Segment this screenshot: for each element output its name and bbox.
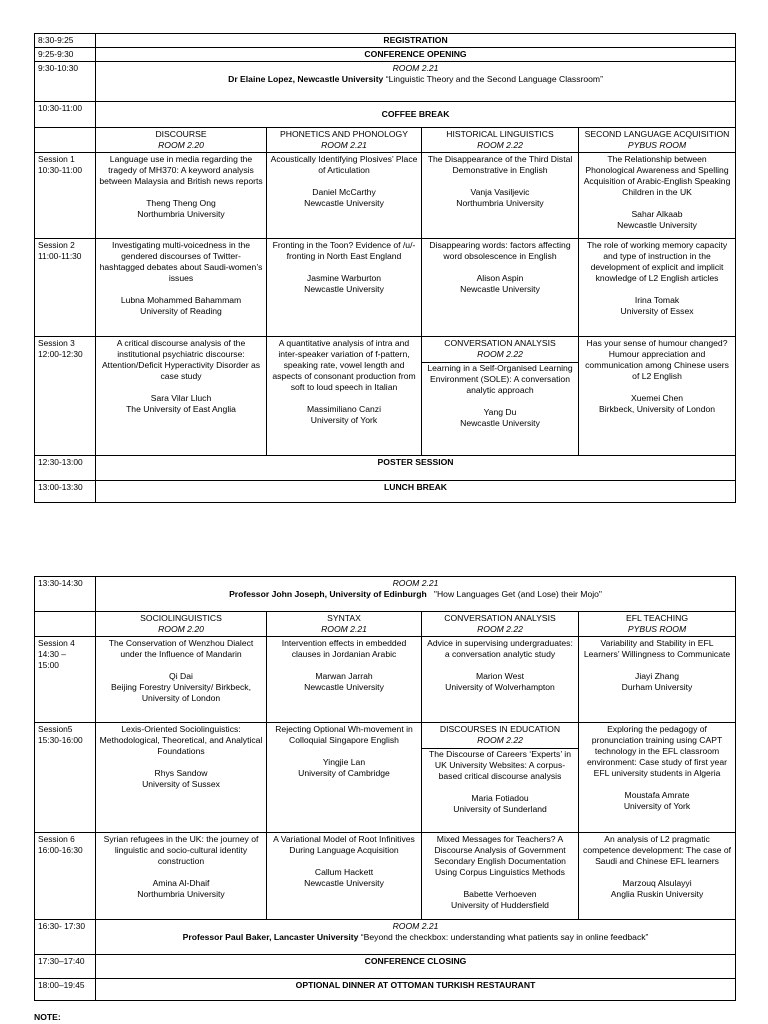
talk-affiliation: Newcastle University [617, 220, 697, 230]
talk-cell [96, 637, 267, 723]
talk-author: Jasmine Warburton [306, 273, 382, 283]
talk-cell [579, 833, 736, 920]
talk-title: Mixed Messages for Teachers? A Discourse Analysis of Government Secondary English Documentation Using Corpus Linguistics Methods [434, 834, 566, 877]
keynote-title: “Linguistic Theory and the Second Language Classroom” [385, 74, 603, 84]
row-poster [35, 456, 736, 481]
time-cell: 17:30–17:40 [35, 955, 96, 979]
row-coffee [35, 102, 736, 128]
talk-cell [422, 337, 579, 456]
session-label: Session 1 [38, 154, 75, 164]
talk-cell [267, 833, 422, 920]
talk-title: The Discourse of Careers ‘Experts’ in UK University Websites: A corpus-based critical discourse analysis [428, 749, 571, 781]
row-tracks [35, 612, 736, 637]
talk-cell [422, 637, 579, 723]
talk-title: Has your sense of humour changed? Humour appreciation and communication among Chinese users of L2 English [585, 338, 729, 381]
talk-affiliation: University of Cambridge [298, 768, 390, 778]
session-time: 15:30-16:00 [38, 735, 83, 745]
session-time: 12:00-12:30 [38, 349, 83, 359]
lunch-label: LUNCH BREAK [96, 481, 736, 503]
track-room: ROOM 2.21 [321, 624, 367, 634]
keynote-cell [96, 920, 736, 955]
talk-title: The role of working memory capacity and type of instruction in the development of explicit and implicit knowledge of L2 English articles [586, 240, 728, 283]
time-cell: 9:25-9:30 [35, 48, 96, 62]
session-time: 16:00-16:30 [38, 845, 83, 855]
talk-author: Yang Du [483, 407, 517, 417]
talk-cell [96, 723, 267, 833]
talk-affiliation: Newcastle University [304, 284, 384, 294]
dinner-label: OPTIONAL DINNER AT OTTOMAN TURKISH RESTAURANT [96, 979, 736, 1001]
track-room: PYBUS ROOM [627, 624, 687, 634]
time-cell: 12:30-13:00 [35, 456, 96, 481]
keynote-title: "How Languages Get (and Lose) their Mojo" [433, 589, 602, 599]
time-cell: 13:30-14:30 [35, 577, 96, 612]
talk-author: Theng Theng Ong [146, 198, 216, 208]
track-header [96, 128, 267, 153]
row-dinner [35, 979, 736, 1001]
talk-title: The Relationship between Phonological Awareness and Spelling Acquisition of Arabic-English Speaking Children in the UK [583, 154, 731, 197]
session-cell [35, 723, 96, 833]
talk-author: Irina Tomak [634, 295, 680, 305]
talk-title: Rejecting Optional Wh-movement in Colloquial Singapore English [275, 724, 413, 745]
track-name: CONVERSATION ANALYSIS [444, 613, 556, 623]
talk-affiliation: University of York [310, 415, 378, 425]
row-keynote-1 [35, 62, 736, 102]
track-header [96, 612, 267, 637]
talk-cell [579, 637, 736, 723]
row-registration [35, 34, 736, 48]
talk-affiliation: Anglia Ruskin University [610, 889, 704, 899]
track-header [267, 128, 422, 153]
time-cell: 9:30-10:30 [35, 62, 96, 102]
row-session-3 [35, 337, 736, 456]
talk-author: Callum Hackett [314, 867, 374, 877]
row-lunch [35, 481, 736, 503]
talk-cell [422, 153, 579, 239]
talk-cell [267, 637, 422, 723]
talk-affiliation: Newcastle University [304, 682, 384, 692]
time-cell: 16:30- 17:30 [35, 920, 96, 955]
talk-title: Intervention effects in embedded clauses in Jordanian Arabic [281, 638, 407, 659]
talk-title: Acoustically Identifying Plosives’ Place of Articulation [270, 154, 418, 175]
track-room: ROOM 2.22 [477, 624, 523, 634]
track-name: PHONETICS AND PHONOLOGY [280, 129, 408, 139]
talk-affiliation: Northumbria University [456, 198, 544, 208]
keynote-room: ROOM 2.21 [392, 63, 439, 73]
talk-author: Vanja Vasiljevic [470, 187, 530, 197]
row-opening [35, 48, 736, 62]
session-label: Session5 [38, 724, 73, 734]
opening-label: CONFERENCE OPENING [96, 48, 736, 62]
session-cell [35, 337, 96, 456]
track-header [267, 612, 422, 637]
talk-cell [267, 239, 422, 337]
talk-affiliation: Northumbria University [137, 889, 225, 899]
talk-title: Advice in supervising undergraduates: a conversation analytic study [427, 638, 573, 659]
talk-author: Sara Vilar Lluch [150, 393, 212, 403]
talk-title: Disappearing words: factors affecting word obsolescence in English [429, 240, 571, 261]
talk-affiliation: Northumbria University [137, 209, 225, 219]
session-cell [35, 239, 96, 337]
row-keynote-3 [35, 920, 736, 955]
talk-affiliation: University of Reading [140, 306, 222, 316]
talk-affiliation: University of York [623, 801, 691, 811]
talk-author: Maria Fotiadou [471, 793, 529, 803]
talk-title: A Variational Model of Root Infinitives During Language Acquisition [273, 834, 415, 855]
talk-author: Amina Al-Dhaif [152, 878, 210, 888]
track-name: DISCOURSES IN EDUCATION [439, 724, 561, 734]
talk-affiliation: University of Essex [620, 306, 694, 316]
time-cell: 10:30-11:00 [35, 102, 96, 128]
talk-title: A quantitative analysis of intra and inter-speaker variation of f-pattern, speaking rate, vowel length and aspects of consonant production from soft to loud speech in Italian [272, 338, 416, 392]
talk-cell [422, 833, 579, 920]
track-header [579, 128, 736, 153]
track-header [579, 612, 736, 637]
time-cell: 13:00-13:30 [35, 481, 96, 503]
talk-affiliation: Durham University [621, 682, 693, 692]
track-name: SECOND LANGUAGE ACQUISITION [584, 129, 730, 139]
talk-title: Exploring the pedagogy of pronunciation training using CAPT technology in the EFL classroom environment: Case study of first year EFL university students in Algeria [587, 724, 727, 778]
session-time: 14:30 – [38, 649, 66, 659]
keynote-room: ROOM 2.21 [392, 578, 439, 588]
track-header [422, 128, 579, 153]
row-session-5 [35, 723, 736, 833]
talk-cell [579, 723, 736, 833]
row-tracks [35, 128, 736, 153]
talk-cell [267, 337, 422, 456]
row-session-4 [35, 637, 736, 723]
talk-author: Jiayi Zhang [635, 671, 679, 681]
note-label: NOTE: [34, 1012, 61, 1022]
keynote-room: ROOM 2.21 [392, 921, 439, 931]
empty-cell [35, 128, 96, 153]
talk-affiliation: University of Huddersfield [451, 900, 549, 910]
keynote-cell [96, 62, 736, 102]
talk-author: Moustafa Amrate [624, 790, 690, 800]
talk-author: Alison Aspin [476, 273, 524, 283]
talk-cell [579, 239, 736, 337]
track-header [422, 612, 579, 637]
row-session-1 [35, 153, 736, 239]
talk-author: Marwan Jarrah [315, 671, 373, 681]
keynote-speaker: Dr Elaine Lopez, Newcastle University [228, 74, 384, 84]
track-name: HISTORICAL LINGUISTICS [446, 129, 554, 139]
track-name: SOCIOLINGUISTICS [140, 613, 222, 623]
empty-cell [35, 612, 96, 637]
row-closing [35, 955, 736, 979]
talk-cell [96, 337, 267, 456]
track-name: CONVERSATION ANALYSIS [444, 338, 556, 348]
talk-author: Marzouq Alsulayyi [622, 878, 692, 888]
talk-title: Syrian refugees in the UK: the journey of linguistic and socio-cultural identity construction [103, 834, 259, 866]
talk-cell [267, 723, 422, 833]
row-session-2 [35, 239, 736, 337]
track-room: PYBUS ROOM [627, 140, 687, 150]
talk-title: The Disappearance of the Third Distal Demonstrative in English [427, 154, 573, 175]
talk-cell [267, 153, 422, 239]
track-name: EFL TEACHING [625, 613, 689, 623]
talk-author: Massimiliano Canzi [306, 404, 382, 414]
keynote-title: “Beyond the checkbox: understanding what patients say in online feedback” [360, 932, 649, 942]
talk-affiliation: Birkbeck, University of London [598, 404, 716, 414]
track-room: ROOM 2.22 [477, 140, 523, 150]
registration-label: REGISTRATION [96, 34, 736, 48]
talk-affiliation: Beijing Forestry University/ Birkbeck, University of London [111, 682, 251, 703]
track-name: DISCOURSE [155, 129, 207, 139]
track-room: ROOM 2.22 [477, 349, 523, 359]
talk-affiliation: Newcastle University [304, 198, 384, 208]
talk-cell [579, 337, 736, 456]
session-time: 15:00 [38, 660, 59, 670]
session-cell [35, 833, 96, 920]
poster-label: POSTER SESSION [96, 456, 736, 481]
keynote-speaker: Professor John Joseph, University of Edinburgh [229, 589, 427, 599]
talk-affiliation: Newcastle University [304, 878, 384, 888]
keynote-speaker: Professor Paul Baker, Lancaster University [182, 932, 359, 942]
row-session-6 [35, 833, 736, 920]
track-name: SYNTAX [327, 613, 361, 623]
talk-title: Language use in media regarding the tragedy of MH370: A keyword analysis between Malaysia and British news reports [99, 154, 263, 186]
time-cell: 8:30-9:25 [35, 34, 96, 48]
talk-affiliation: University of Sussex [142, 779, 220, 789]
talk-affiliation: Newcastle University [460, 418, 540, 428]
talk-title: Learning in a Self-Organised Learning Environment (SOLE): A conversation analytic approach [427, 363, 573, 395]
talk-cell [422, 239, 579, 337]
talk-title: Variability and Stability in EFL Learners’ Willingness to Communicate [583, 638, 731, 659]
talk-author: Babette Verhoeven [463, 889, 537, 899]
session-time: 10:30-11:00 [38, 165, 83, 175]
talk-author: Daniel McCarthy [312, 187, 376, 197]
session-label: Session 6 [38, 834, 75, 844]
session-cell [35, 637, 96, 723]
talk-affiliation: The University of East Anglia [126, 404, 236, 414]
talk-title: The Conservation of Wenzhou Dialect under the Influence of Mandarin [108, 638, 254, 659]
talk-subcell [422, 362, 578, 429]
talk-title: Fronting in the Toon? Evidence of /u/-fronting in North East England [272, 240, 416, 261]
talk-title: Investigating multi-voicedness in the gendered discourses of Twitter-hashtagged debates about Saudi-women’s issues [99, 240, 263, 283]
closing-label: CONFERENCE CLOSING [96, 955, 736, 979]
session-cell [35, 153, 96, 239]
talk-affiliation: University of Sunderland [453, 804, 547, 814]
track-room: ROOM 2.21 [321, 140, 367, 150]
row-keynote-2 [35, 577, 736, 612]
talk-title: An analysis of L2 pragmatic competence development: The case of Saudi and Chinese EFL learners [583, 834, 731, 866]
talk-author: Sahar Alkaab [631, 209, 683, 219]
session-label: Session 3 [38, 338, 75, 348]
talk-author: Qi Dai [169, 671, 193, 681]
talk-cell [579, 153, 736, 239]
talk-cell [96, 153, 267, 239]
talk-affiliation: Newcastle University [460, 284, 540, 294]
talk-cell [422, 723, 579, 833]
talk-author: Rhys Sandow [154, 768, 208, 778]
talk-author: Xuemei Chen [630, 393, 684, 403]
coffee-label: COFFEE BREAK [96, 102, 736, 128]
talk-author: Yingjie Lan [322, 757, 366, 767]
talk-cell [96, 239, 267, 337]
talk-affiliation: University of Wolverhampton [445, 682, 555, 692]
talk-subcell [422, 748, 578, 815]
talk-title: Lexis-Oriented Sociolinguistics: Methodological, Theoretical, and Analytical Foundations [99, 724, 263, 756]
track-room: ROOM 2.20 [158, 140, 204, 150]
talk-author: Lubna Mohammed Bahammam [120, 295, 242, 305]
schedule-table-morning [34, 33, 736, 503]
talk-author: Marion West [475, 671, 525, 681]
session-label: Session 4 [38, 638, 75, 648]
time-cell: 18:00–19:45 [35, 979, 96, 1001]
track-room: ROOM 2.20 [158, 624, 204, 634]
talk-cell [96, 833, 267, 920]
keynote-cell [96, 577, 736, 612]
session-label: Session 2 [38, 240, 75, 250]
schedule-table-afternoon [34, 576, 736, 1001]
track-room: ROOM 2.22 [477, 735, 523, 745]
talk-title: A critical discourse analysis of the institutional psychiatric discourse: Attention/Deficit Hyperactivity Disorder as case study [101, 338, 261, 381]
session-time: 11:00-11:30 [38, 251, 82, 261]
